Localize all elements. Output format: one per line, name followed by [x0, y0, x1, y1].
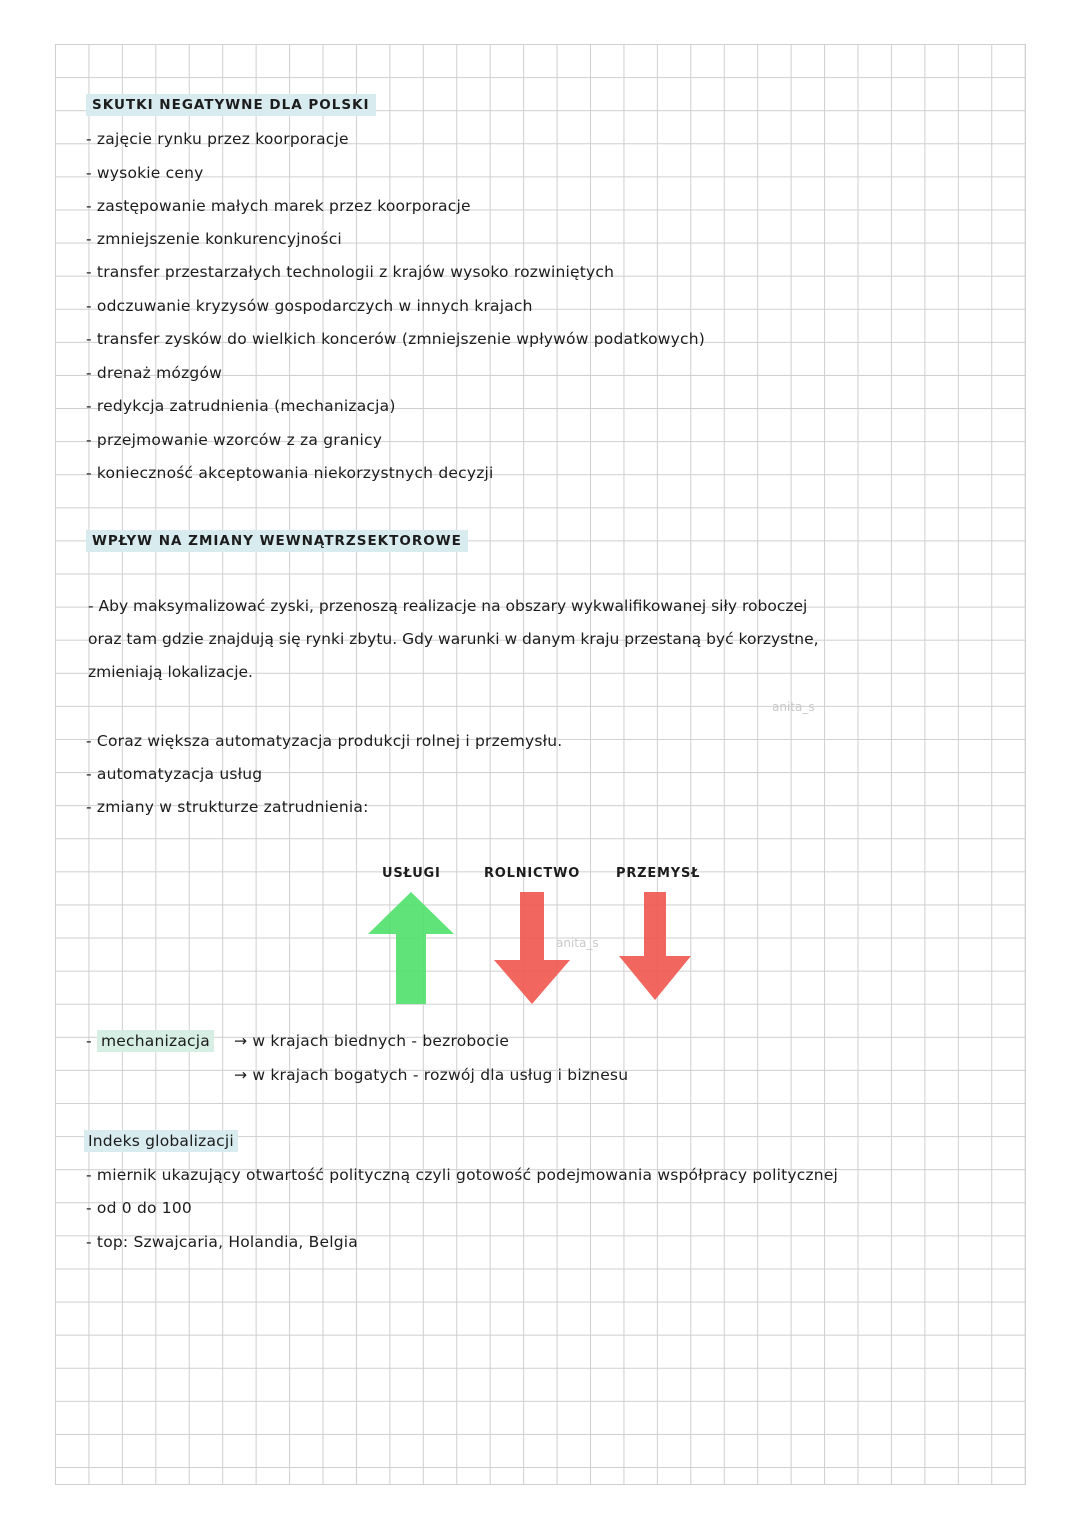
paragraph-line: oraz tam gdzie znajdują się rynki zbytu. Gdy warunki w danym kraju przestaną być korzystne,	[88, 630, 819, 648]
section-heading-negative-effects: SKUTKI NEGATYWNE DLA POLSKI	[86, 94, 376, 116]
list-item: - drenaż mózgów	[86, 364, 223, 382]
list-item: - zmniejszenie konkurencyjności	[86, 230, 342, 248]
arrow-down-icon	[617, 890, 693, 1002]
paragraph-line: - Aby maksymalizować zyski, przenoszą realizacje na obszary wykwalifikowanej siły roboczej	[88, 597, 808, 615]
sector-label-agriculture: ROLNICTWO	[484, 866, 581, 881]
paragraph-line: zmieniają lokalizacje.	[88, 663, 253, 681]
list-item: - zastępowanie małych marek przez koorporacje	[86, 197, 471, 215]
watermark: anita_s	[556, 936, 599, 950]
list-item: - automatyzacja usług	[86, 765, 263, 783]
list-item: - Coraz większa automatyzacja produkcji rolnej i przemysłu.	[86, 732, 563, 750]
section-heading-globalization-index: Indeks globalizacji	[84, 1130, 238, 1152]
list-item: - zmiany w strukturze zatrudnienia:	[86, 798, 369, 816]
list-item: - transfer zysków do wielkich koncerów (zmniejszenie wpływów podatkowych)	[86, 330, 706, 348]
list-item: - zajęcie rynku przez koorporacje	[86, 130, 349, 148]
list-item: - od 0 do 100	[86, 1199, 192, 1217]
list-item: - top: Szwajcaria, Holandia, Belgia	[86, 1233, 358, 1251]
list-bullet: -	[86, 1032, 92, 1050]
list-item: - odczuwanie kryzysów gospodarczych w innych krajach	[86, 297, 533, 315]
section-heading-sector-changes: WPŁYW NA ZMIANY WEWNĄTRZSEKTOROWE	[86, 530, 468, 552]
paragraph-relocation	[88, 590, 1048, 689]
list-item: - transfer przestarzałych technologii z krajów wysoko rozwiniętych	[86, 263, 615, 281]
list-item: - miernik ukazujący otwartość polityczną czyli gotowość podejmowania współpracy politycznej	[86, 1166, 839, 1184]
mechanizacja-label: mechanizacja	[97, 1030, 214, 1052]
mechanizacja-line-rich: → w krajach bogatych - rozwój dla usług i biznesu	[234, 1066, 629, 1084]
watermark: anita_s	[772, 700, 815, 714]
sector-label-industry: PRZEMYSŁ	[616, 866, 701, 881]
sector-label-services: USŁUGI	[382, 866, 441, 881]
arrow-up-icon	[366, 890, 456, 1006]
list-item: - wysokie ceny	[86, 164, 204, 182]
list-item: - redykcja zatrudnienia (mechanizacja)	[86, 397, 396, 415]
mechanizacja-line-poor: → w krajach biednych - bezrobocie	[234, 1032, 510, 1050]
list-item: - przejmowanie wzorców z za granicy	[86, 431, 383, 449]
list-item: - konieczność akceptowania niekorzystnych decyzji	[86, 464, 494, 482]
